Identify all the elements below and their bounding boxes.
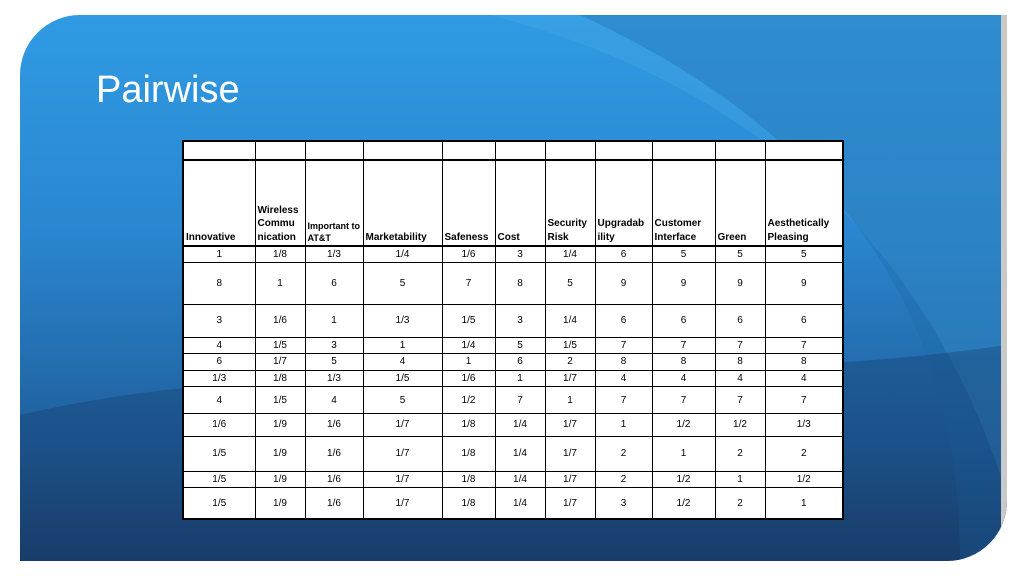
table-row <box>183 370 843 387</box>
table-cell: 9 <box>595 263 652 304</box>
table-cell: 1 <box>715 471 765 488</box>
table-cell: 1/2 <box>652 471 715 488</box>
table-cell: 5 <box>715 246 765 263</box>
table-cell: 1/9 <box>255 436 305 471</box>
table-row <box>183 488 843 519</box>
table-cell: 1/4 <box>495 414 545 437</box>
table-cell: 4 <box>363 354 442 371</box>
table-cell: 1/7 <box>545 436 595 471</box>
table-cell: 7 <box>715 387 765 414</box>
table-cell: 1/3 <box>363 304 442 337</box>
table-cell: 1/8 <box>442 488 495 519</box>
table-cell: 6 <box>652 304 715 337</box>
table-cell: 1/2 <box>652 414 715 437</box>
header-important-to-att: Important to AT&T <box>305 160 363 247</box>
table-cell: 7 <box>765 337 843 354</box>
table-cell: 8 <box>183 263 255 304</box>
table-cell: 1/6 <box>305 471 363 488</box>
table-cell: 2 <box>715 488 765 519</box>
table-cell: 2 <box>595 436 652 471</box>
slide-edge <box>1001 15 1007 561</box>
header-innovative: Innovative <box>183 160 255 247</box>
table-cell: 6 <box>495 354 545 371</box>
table-cell: 1/4 <box>545 246 595 263</box>
header-wireless-communication: Wireless Commu nication <box>255 160 305 247</box>
table-row <box>183 414 843 437</box>
table-cell: 1/2 <box>765 471 843 488</box>
table-cell: 1/5 <box>183 436 255 471</box>
table-cell: 2 <box>545 354 595 371</box>
header-aesthetically-pleasing: Aesthetically Pleasing <box>765 160 843 247</box>
table-cell: 1 <box>442 354 495 371</box>
table-row <box>183 246 843 263</box>
table-cell: 1/7 <box>545 414 595 437</box>
table-cell: 6 <box>765 304 843 337</box>
header-customer-interface: Customer Interface <box>652 160 715 247</box>
table-cell: 1 <box>545 387 595 414</box>
table-cell: 4 <box>765 370 843 387</box>
table-cell: 5 <box>545 263 595 304</box>
table-cell: 1/3 <box>305 370 363 387</box>
table-cell: 3 <box>183 304 255 337</box>
table-cell: 1/2 <box>652 488 715 519</box>
table-cell: 1/5 <box>255 337 305 354</box>
table-cell: 1/8 <box>442 471 495 488</box>
table-cell: 1/3 <box>183 370 255 387</box>
table-cell: 1/6 <box>305 414 363 437</box>
table-cell: 1 <box>255 263 305 304</box>
table-cell: 4 <box>595 370 652 387</box>
table-row <box>183 471 843 488</box>
table-cell: 1/7 <box>363 471 442 488</box>
table-cell: 1/7 <box>363 414 442 437</box>
table-cell: 1 <box>595 414 652 437</box>
table-cell: 9 <box>652 263 715 304</box>
table-cell: 1/7 <box>545 471 595 488</box>
table-cell: 7 <box>595 337 652 354</box>
table-cell: 1/6 <box>442 246 495 263</box>
table-cell: 7 <box>652 337 715 354</box>
table-cell: 1/9 <box>255 414 305 437</box>
table-cell: 1/7 <box>545 370 595 387</box>
table-cell: 1/2 <box>715 414 765 437</box>
table-cell: 1 <box>363 337 442 354</box>
table-cell: 1/7 <box>545 488 595 519</box>
table-cell: 9 <box>765 263 843 304</box>
table-cell: 1/9 <box>255 488 305 519</box>
table-cell: 4 <box>305 387 363 414</box>
slide-title: Pairwise <box>96 69 240 111</box>
table-cell: 5 <box>305 354 363 371</box>
table-cell: 1 <box>495 370 545 387</box>
table-cell: 5 <box>652 246 715 263</box>
table-cell: 1/8 <box>442 436 495 471</box>
table-cell: 1/6 <box>255 304 305 337</box>
header-marketability: Marketability <box>363 160 442 247</box>
table-cell: 5 <box>363 263 442 304</box>
table-cell: 6 <box>183 354 255 371</box>
table-cell: 1/3 <box>305 246 363 263</box>
table-cell: 1/5 <box>183 488 255 519</box>
table-cell: 1/6 <box>305 488 363 519</box>
table-cell: 1/8 <box>255 246 305 263</box>
table-row <box>183 263 843 304</box>
table-cell: 8 <box>495 263 545 304</box>
table-cell: 8 <box>765 354 843 371</box>
table-cell: 4 <box>652 370 715 387</box>
table-cell: 1/4 <box>363 246 442 263</box>
table-cell: 4 <box>183 337 255 354</box>
table-cell: 3 <box>595 488 652 519</box>
table-cell: 1 <box>305 304 363 337</box>
table-cell: 1/7 <box>363 488 442 519</box>
table-cell: 1/7 <box>363 436 442 471</box>
table-cell: 6 <box>595 246 652 263</box>
table-cell: 1/4 <box>442 337 495 354</box>
table-cell: 5 <box>495 337 545 354</box>
table-cell: 7 <box>495 387 545 414</box>
table-cell: 9 <box>715 263 765 304</box>
table-cell: 1/4 <box>495 488 545 519</box>
table-cell: 5 <box>363 387 442 414</box>
pairwise-table <box>182 140 844 520</box>
table-cell: 6 <box>715 304 765 337</box>
table-cell: 1/2 <box>442 387 495 414</box>
table-cell: 3 <box>495 304 545 337</box>
table-cell: 7 <box>715 337 765 354</box>
table-cell: 7 <box>765 387 843 414</box>
table-cell: 7 <box>442 263 495 304</box>
table-cell: 3 <box>305 337 363 354</box>
table-cell: 1/5 <box>545 337 595 354</box>
table-cell: 1/5 <box>442 304 495 337</box>
header-upgradability: Upgradab ility <box>595 160 652 247</box>
table-cell: 1/4 <box>545 304 595 337</box>
table-row <box>183 436 843 471</box>
table-cell: 1/9 <box>255 471 305 488</box>
table-cell: 1/4 <box>495 436 545 471</box>
table-row <box>183 354 843 371</box>
table-cell: 6 <box>595 304 652 337</box>
table-cell: 1/5 <box>183 471 255 488</box>
table-cell: 8 <box>595 354 652 371</box>
header-row <box>183 160 843 247</box>
header-security-risk: Security Risk <box>545 160 595 247</box>
table-cell: 1/4 <box>495 471 545 488</box>
table-row <box>183 304 843 337</box>
table-cell: 7 <box>595 387 652 414</box>
table-cell: 5 <box>765 246 843 263</box>
table-cell: 1/6 <box>305 436 363 471</box>
table-cell: 7 <box>652 387 715 414</box>
table-cell: 1/5 <box>255 387 305 414</box>
table-cell: 2 <box>765 436 843 471</box>
table-cell: 8 <box>715 354 765 371</box>
table-cell: 1 <box>183 246 255 263</box>
table-cell: 6 <box>305 263 363 304</box>
table-cell: 4 <box>183 387 255 414</box>
table-cell: 1 <box>765 488 843 519</box>
table-row <box>183 337 843 354</box>
table-cell: 1/8 <box>255 370 305 387</box>
table-cell: 1 <box>652 436 715 471</box>
table-cell: 1/7 <box>255 354 305 371</box>
header-cost: Cost <box>495 160 545 247</box>
blank-row <box>183 141 843 160</box>
table-cell: 1/5 <box>363 370 442 387</box>
slide <box>20 15 1007 561</box>
table-cell: 2 <box>595 471 652 488</box>
header-green: Green <box>715 160 765 247</box>
table-cell: 3 <box>495 246 545 263</box>
pairwise-table-container <box>182 140 842 520</box>
table-row <box>183 387 843 414</box>
table-cell: 1/6 <box>442 370 495 387</box>
table-cell: 1/3 <box>765 414 843 437</box>
table-cell: 2 <box>715 436 765 471</box>
table-cell: 8 <box>652 354 715 371</box>
header-safeness: Safeness <box>442 160 495 247</box>
table-cell: 1/8 <box>442 414 495 437</box>
table-cell: 4 <box>715 370 765 387</box>
table-cell: 1/6 <box>183 414 255 437</box>
